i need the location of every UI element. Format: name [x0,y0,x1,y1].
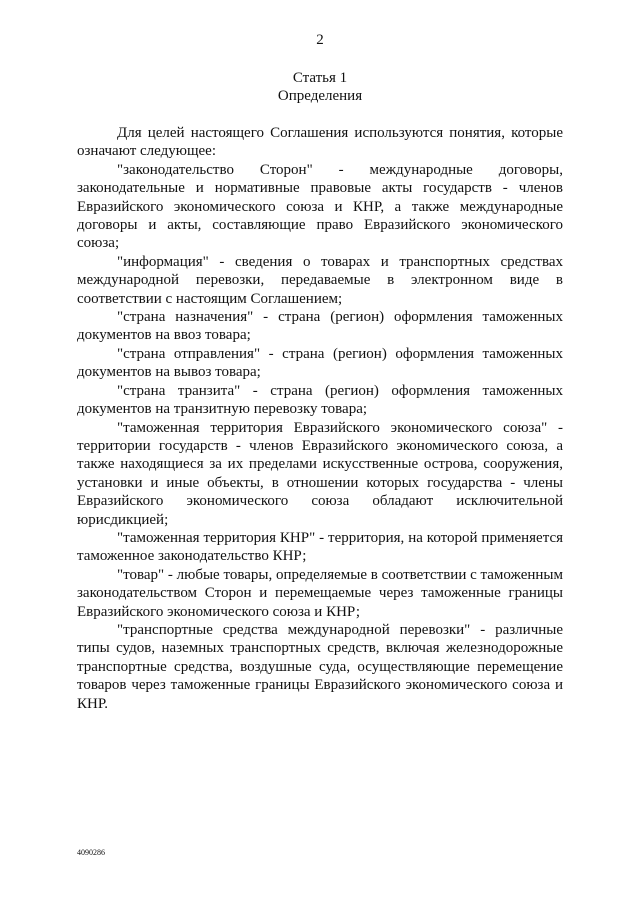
definition-vehicles: "транспортные средства международной перевозки" - различные типы судов, наземных транспортных средств, включая железнодорожные транспортные средства, воздушные суда, осуществляющие перемещение товаров через таможенные границы Евразийского экономического союза и КНР. [77,621,563,712]
definition-transit-country: "страна транзита" - страна (регион) оформления таможенных документов на транзитную перевозку товара; [77,382,563,418]
page-number: 2 [316,32,324,48]
definition-legislation: "законодательство Сторон" - международные договоры, законодательные и нормативные правовые акты государств - членов Евразийского экономического союза и КНР, а также международные договоры и акты, составляющие право Евразийского экономического союза; [77,161,563,252]
definition-eaeu-customs-territory: "таможенная территория Евразийского экономического союза" - территории государств - членов Евразийского экономического союза, а также находящиеся за их пределами искусственные острова, сооружения, установки и иные объекты, в отношении которых государства - члены Евразийского экономического союза обладают исключительной юрисдикцией; [77,419,563,528]
article-title: Статья 1 [292,70,348,86]
definition-information: "информация" - сведения о товарах и транспортных средствах международной перевозки, передаваемые в электронном виде в соответствии с настоящим Соглашением; [77,253,563,307]
paragraph-intro: Для целей настоящего Соглашения используются понятия, которые означают следующее: [77,125,563,160]
document-code: 4090286 [77,848,105,857]
definition-goods: "товар" - любые товары, определяемые в соответствии с таможенным законодательством Сторон и перемещаемые через таможенные границы Евразийского экономического союза и КНР; [77,566,563,620]
article-subtitle: Определения [277,88,363,104]
definition-destination-country: "страна назначения" - страна (регион) оформления таможенных документов на ввоз товара; [77,309,563,344]
definition-china-customs-territory: "таможенная территория КНР" - территория, на которой применяется таможенное законодательство КНР; [77,529,563,565]
definition-departure-country: "страна отправления" - страна (регион) оформления таможенных документов на вывоз товара; [77,345,563,381]
article-body [77,124,563,713]
